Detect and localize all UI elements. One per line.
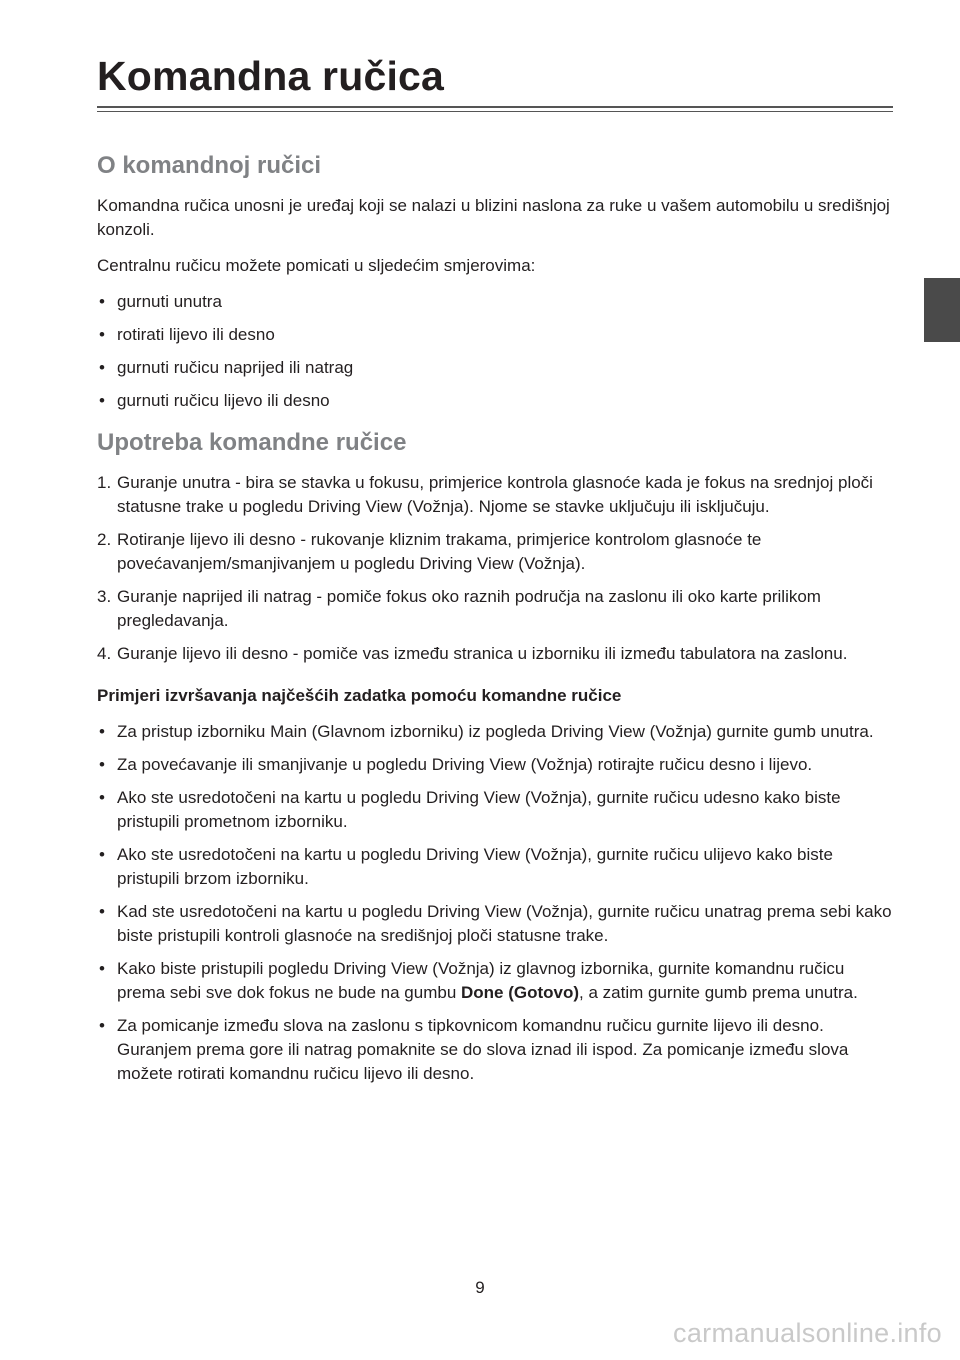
title-rule-thick — [97, 106, 893, 108]
bullet-icon: • — [99, 292, 105, 311]
step-item: 3. Guranje naprijed ili natrag - pomiče fokus oko raznih područja na zaslonu ili oko karte prilikom pregledavanja. — [97, 587, 821, 630]
done-button-label: Done (Gotovo) — [461, 983, 580, 1002]
list-item: • gurnuti ručicu lijevo ili desno — [97, 389, 897, 413]
page-number: 9 — [475, 1278, 485, 1297]
list-item: • rotirati lijevo ili desno — [97, 323, 897, 347]
step-item: 4. Guranje lijevo ili desno - pomiče vas između stranica u izborniku ili između tabulatora na zaslonu. — [97, 642, 897, 666]
section-heading-usage: Upotreba komandne ručice — [97, 429, 407, 456]
bullet-icon: • — [99, 325, 105, 344]
title-rule-thin — [97, 111, 893, 112]
bullet-icon: • — [99, 358, 105, 377]
page-title: Komandna ručica — [97, 53, 445, 99]
step-item: 1. Guranje unutra - bira se stavka u fokusu, primjerice kontrola glasnoće kada je fokus na srednjoj ploči statusne trake u pogledu Driving View (Vožnja). Njome se stavke uključuju ili isključuju. — [97, 473, 873, 516]
usage-steps-list — [97, 471, 897, 666]
bullet-icon: • — [99, 755, 105, 774]
bullet-icon: • — [99, 391, 105, 410]
list-item: • Kad ste usredotočeni na kartu u pogledu Driving View (Vožnja), gurnite ručicu unatrag prema sebi kako biste pristupili kontroli glasnoće na središnjoj ploči statusne trake. — [99, 902, 892, 945]
bullet-icon: • — [99, 959, 105, 978]
chapter-tab-marker — [924, 278, 960, 342]
step-number: 3. — [97, 587, 112, 606]
list-item: • Kako biste pristupili pogledu Driving View (Vožnja) iz glavnog izbornika, gurnite komandnu ručicu prema sebi sve dok fokus ne bude na gumbu Done (Gotovo), a zatim gurnite gumb prema unutra. — [99, 959, 858, 1002]
step-number: 2. — [97, 530, 112, 549]
bullet-icon: • — [99, 722, 105, 741]
examples-list — [97, 720, 897, 1086]
bullet-icon: • — [99, 788, 105, 807]
list-item: • gurnuti unutra — [97, 290, 897, 314]
page-content — [97, 150, 897, 1095]
intro-paragraph: Komandna ručica unosni je uređaj koji se nalazi u blizini naslona za ruke u vašem automobilu u središnjoj konzoli. — [97, 196, 890, 239]
section-heading-about: O komandnoj ručici — [97, 152, 322, 179]
list-item: • gurnuti ručicu naprijed ili natrag — [97, 356, 897, 380]
list-item: • Za povećavanje ili smanjivanje u pogledu Driving View (Vožnja) rotirajte ručicu desno i lijevo. — [97, 753, 897, 777]
watermark: carmanualsonline.info — [673, 1318, 942, 1348]
step-number: 4. — [97, 644, 112, 663]
directions-paragraph: Centralnu ručicu možete pomicati u sljedećim smjerovima: — [97, 256, 536, 275]
examples-subheading: Primjeri izvršavanja najčešćih zadatka pomoću komandne ručice — [97, 686, 622, 705]
list-item: • Za pomicanje između slova na zaslonu s tipkovnicom komandnu ručicu gurnite lijevo ili desno. Guranjem prema gore ili natrag pomaknite se do slova iznad ili ispod. Za pomicanje između slova možete rotirati komandnu ručicu lijevo ili desno. — [99, 1016, 849, 1083]
step-number: 1. — [97, 473, 112, 492]
bullet-icon: • — [99, 902, 105, 921]
list-item: • Ako ste usredotočeni na kartu u pogledu Driving View (Vožnja), gurnite ručicu ulijevo kako biste pristupili brzom izborniku. — [99, 845, 833, 888]
step-item: 2. Rotiranje lijevo ili desno - rukovanje kliznim trakama, primjerice kontrolom glasnoće te povećavanjem/smanjivanjem u pogledu Driving View (Vožnja). — [97, 530, 762, 573]
bullet-icon: • — [99, 1016, 105, 1035]
list-item: • Za pristup izborniku Main (Glavnom izborniku) iz pogleda Driving View (Vožnja) gurnite gumb unutra. — [97, 720, 897, 744]
list-item: • Ako ste usredotočeni na kartu u pogledu Driving View (Vožnja), gurnite ručicu udesno kako biste pristupili prometnom izborniku. — [99, 788, 841, 831]
bullet-icon: • — [99, 845, 105, 864]
directions-list — [97, 290, 897, 413]
